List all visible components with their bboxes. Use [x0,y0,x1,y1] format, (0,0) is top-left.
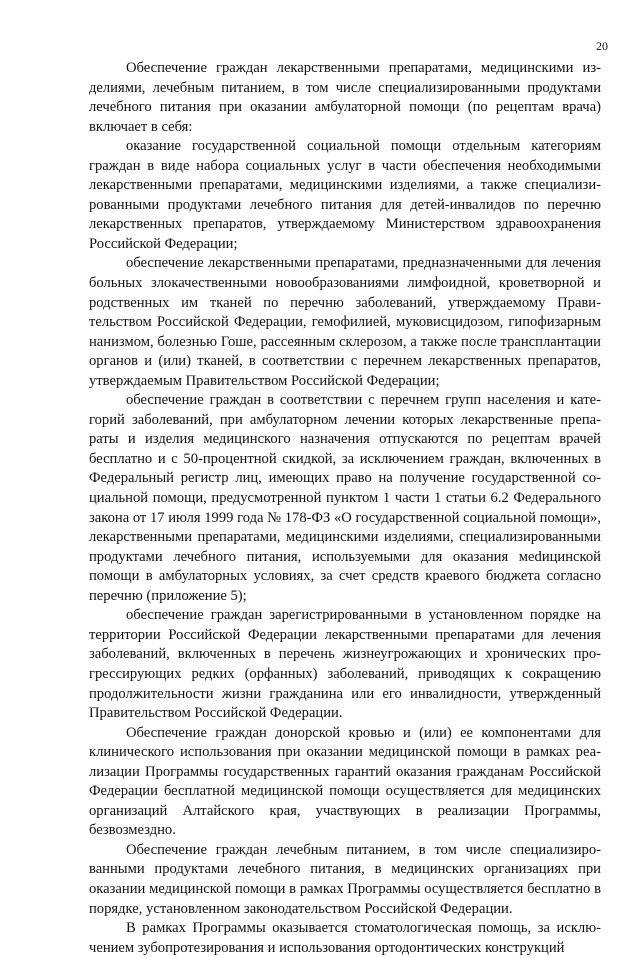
paragraph: Обеспечение граждан лечебным питанием, в том числе специализированными продуктами лечебного питания, в медицинских организациях при оказании медицинской помощи в рамках Программы осуществляется бесплатно в порядке, установленном законодательством Российской Федерации. [89,841,601,917]
paragraph: обеспечение граждан зарегистрированными в установленном порядке на территории Российской Федерации лекарственными препаратами для лечения заболеваний, включенных в перечень жизнеугрожающих и хронических прогрессирующих редких (орфанных) заболеваний, приводящих к сокращению продолжительности жизни гражданина или его инвалидности, утвержденный Правительством Российской Федерации. [89,607,601,722]
paragraph: Обеспечение граждан донорской кровью и (или) ее компонентами для клинического использования при оказании медицинской помощи в рамках реализации Программы государственных гарантий оказания гражданам Российской Федерации бесплатной медицинской помощи осуществляется для медицинских организаций Алтайского края, участвующих в реализации Программы, безвозмездно. [89,724,601,839]
paragraph: В рамках Программы оказывается стоматологическая помощь, за исключением зубопротезирования и использования ортодонтических конструкций [89,920,601,956]
page-number: 20 [596,39,608,53]
paragraph: обеспечение лекарственными препаратами, предназначенными для лечения больных злокачественными новообразованиями лимфоидной, кроветворной и родственных им тканей по перечню заболеваний, утверждаемому Правительством Российской Федерации, гемофилией, муковисцидозом, гипофизарным нанизмом, болезнью Гоше, рассеянным склерозом, а также после трансплантации органов и (или) тканей, в соответствии с перечнем лекарственных препаратов, утверждаемым Правительством Российской Федерации; [89,255,601,389]
document-body [89,59,601,958]
paragraph: оказание государственной социальной помощи отдельным категориям граждан в виде набора социальных услуг в части обеспечения необходимыми лекарственными препаратами, медицинскими изделиями, а также специализированными продуктами лечебного питания для детей-инвалидов по перечню лекарственных препаратов, утверждаемому Министерством здравоохранения Российской Федерации; [89,138,601,252]
paragraph: Обеспечение граждан лекарственными препаратами, медицинскими изделиями, лечебным питанием, в том числе специализированными продуктами лечебного питания при оказании амбулаторной помощи (по рецептам врача) включает в себя: [89,60,601,135]
paragraph: обеспечение граждан в соответствии с перечнем групп населения и категорий заболеваний, при амбулаторном лечении которых лекарственные препараты и изделия медицинского назначения отпускаются по рецептам врачей бесплатно и с 50-процентной скидкой, за исключением граждан, включенных в Федеральный регистр лиц, имеющих право на получение государственной социальной помощи, предусмотренной пунктом 1 части 1 статьи 6.2 Федерального закона от 17 июля 1999 года № 178-ФЗ «О государственной социальной помощи», лекарственными препаратами, медицинскими изделиями, специализированными продуктами лечебного питания, используемыми для оказания меdицинской помощи в амбулаторных условиях, за счет средств краевого бюджета согласно перечню (приложение 5); [89,392,601,604]
